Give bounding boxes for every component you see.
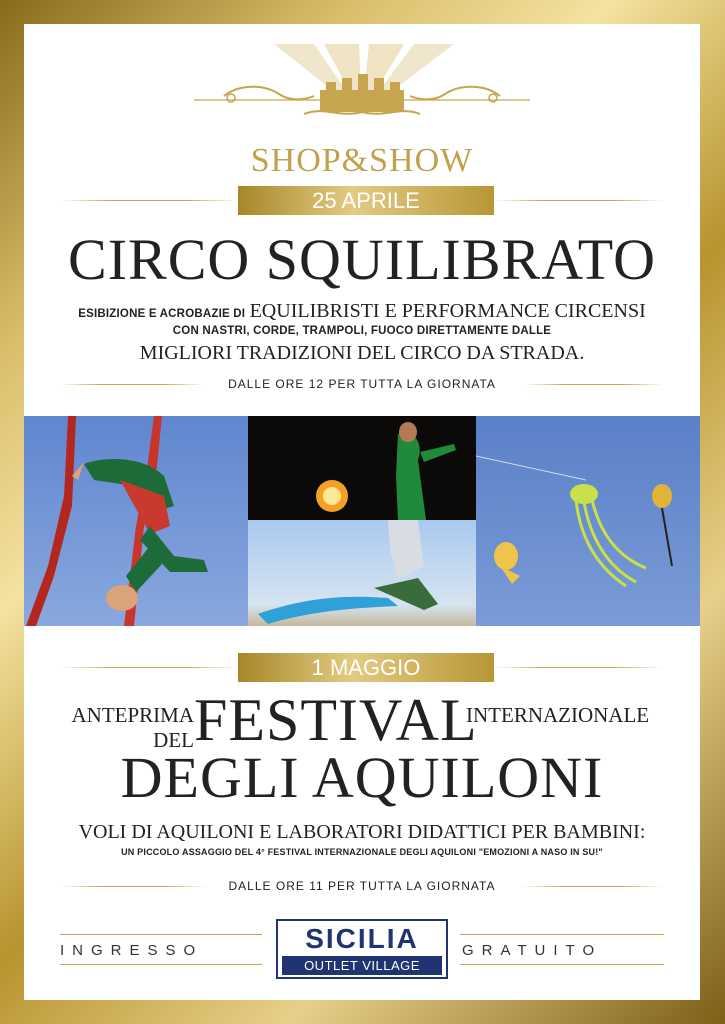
poster bbox=[24, 24, 700, 1000]
event1-hours: DALLE ORE 12 PER TUTTA LA GIORNATA bbox=[228, 377, 496, 391]
shop-and-show-logo bbox=[24, 44, 700, 184]
event2-line1: VOLI DI AQUILONI E LABORATORI DIDATTICI PER BAMBINI: bbox=[78, 821, 646, 843]
event1-title: CIRCO SQUILIBRATO bbox=[68, 227, 656, 292]
outlet-subtitle: OUTLET VILLAGE bbox=[282, 956, 442, 975]
event2-title-right: INTERNAZIONALE bbox=[466, 703, 650, 727]
event2-title bbox=[24, 687, 700, 810]
footer-right-text: GRATUITO bbox=[462, 942, 603, 959]
event1-line1-big: EQUILIBRISTI E PERFORMANCE CIRCENSI bbox=[249, 300, 646, 322]
divider bbox=[60, 667, 238, 668]
photo-kites bbox=[476, 416, 700, 626]
photo-strip bbox=[24, 416, 700, 626]
divider bbox=[460, 934, 664, 935]
photo-stilt-walker bbox=[248, 520, 476, 626]
logo-emblem-icon bbox=[24, 44, 700, 144]
divider bbox=[460, 964, 664, 965]
divider bbox=[60, 200, 238, 201]
event2-hours: DALLE ORE 11 PER TUTTA LA GIORNATA bbox=[228, 879, 496, 893]
event2-line2: UN PICCOLO ASSAGGIO DEL 4° FESTIVAL INTERNAZIONALE DEGLI AQUILONI "EMOZIONI A NASO IN SU!" bbox=[121, 847, 603, 857]
footer-left-text: INGRESSO bbox=[60, 942, 204, 959]
event2-title-left-top: ANTEPRIMA bbox=[71, 703, 194, 727]
event1-date-badge: 25 APRILE bbox=[238, 186, 494, 215]
photo-aerial-acrobat bbox=[24, 416, 248, 626]
divider bbox=[60, 934, 262, 935]
logo-wordmark: SHOP&SHOW bbox=[250, 142, 474, 179]
event1-line2: CON NASTRI, CORDE, TRAMPOLI, FUOCO DIRETTAMENTE DALLE bbox=[172, 325, 552, 337]
event2-title-left-bottom: DEL bbox=[153, 728, 194, 752]
sicilia-outlet-village-logo bbox=[276, 919, 448, 979]
event2-title-line2: DEGLI AQUILONI bbox=[120, 745, 604, 810]
event1-line1-small: ESIBIZIONE E ACROBAZIE DI bbox=[78, 308, 246, 320]
event1-line3: MIGLIORI TRADIZIONI DEL CIRCO DA STRADA. bbox=[139, 342, 585, 364]
event2-date-badge: 1 MAGGIO bbox=[238, 653, 494, 682]
divider bbox=[494, 667, 664, 668]
photo-fire-performer bbox=[248, 416, 476, 520]
outlet-name: SICILIA bbox=[305, 923, 419, 954]
divider bbox=[494, 200, 664, 201]
event1-line1 bbox=[24, 300, 700, 323]
divider bbox=[60, 964, 262, 965]
event2-title-center: FESTIVAL bbox=[194, 687, 478, 753]
